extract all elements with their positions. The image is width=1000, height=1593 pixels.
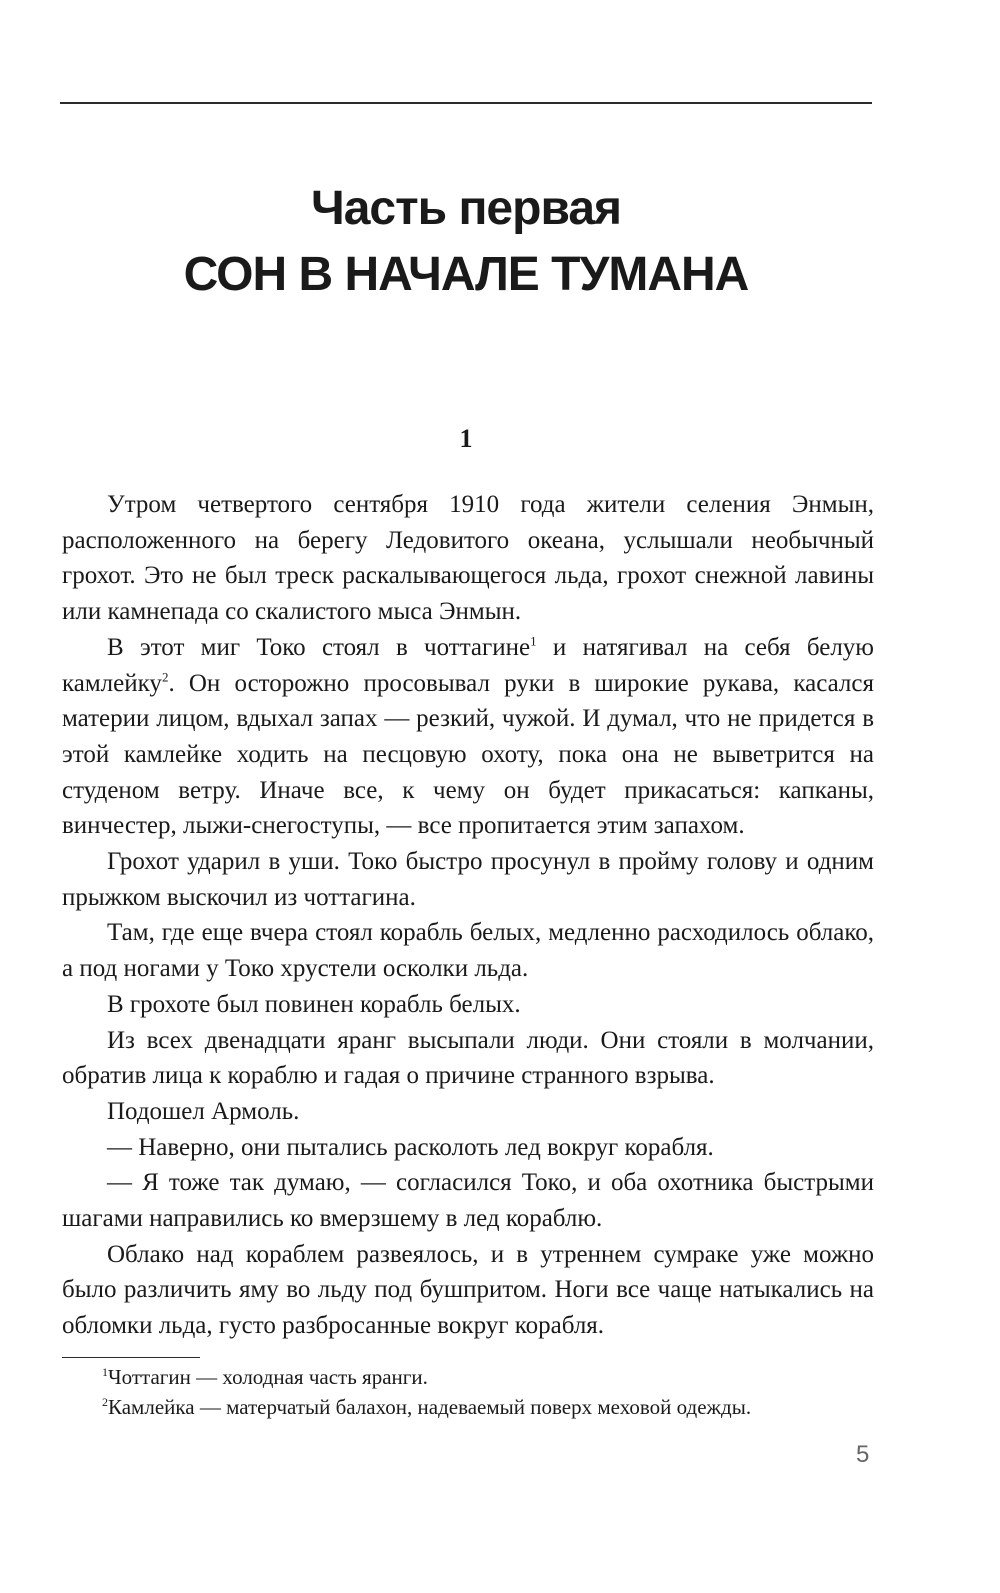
paragraph: Из всех двенадцати яранг высыпали люди. Они стояли в молчании, обратив лица к кораблю и гадая о причине странного взрыва. [62, 1026, 874, 1090]
paragraph: В грохоте был повинен корабль белых. [107, 990, 521, 1018]
paragraph-segment: . Он осторожно просовывал руки в широкие рукава, касался материи лицом, вдыхал запах — резкий, чужой. И думал, что не придется в этой камлейке ходить на песцовую охоту, пока она не выветрится на студеном ветру. Иначе все, к чему он будет прикасаться: капканы, винчестер, лыжи-снегоступы, — все пропитается этим запахом. [62, 669, 874, 840]
paragraph [62, 630, 874, 844]
paragraph-segment: и натягивал на себя белую камлейку [62, 633, 874, 697]
footnote-text: Чоттагин — холодная часть яранги. [108, 1365, 428, 1389]
paragraph: Грохот ударил в уши. Токо быстро просунул в пройму голову и одним прыжком выскочил из чоттагина. [62, 848, 874, 911]
paragraph: Утром четвертого сентября 1910 года жители селения Энмын, расположенного на берегу Ледовитого океана, услышали необычный грохот. Это не был треск раскалывающегося льда, грохот снежной лавины или камнепада со скалистого мыса Энмын. [62, 491, 874, 626]
footnote-rule [62, 1357, 200, 1358]
page-number: 5 [856, 1441, 870, 1468]
paragraph-segment: В этот миг Токо стоял в чоттагине [107, 633, 531, 661]
footnote [62, 1362, 874, 1392]
part-label: Часть первая [310, 182, 622, 235]
footnote-ref: 2 [161, 669, 169, 685]
part-heading [60, 176, 872, 308]
footnote-ref: 1 [530, 633, 537, 649]
paragraph: Там, где еще вчера стоял корабль белых, медленно расходилось облако, а под ногами у Токо хрустели осколки льда. [62, 919, 874, 983]
paragraph: — Наверно, они пытались расколоть лед вокруг корабля. [107, 1133, 714, 1161]
paragraph: Подошел Армоль. [107, 1097, 300, 1125]
footnote-mark: 2 [102, 1395, 108, 1409]
part-title: СОН В НАЧАЛЕ ТУМАНА [183, 248, 749, 301]
paragraph: Облако над кораблем развеялось, и в утреннем сумраке уже можно было различить яму во льду под бушпритом. Ноги все чаще натыкались на обломки льда, густо разбросанные вокруг корабля. [62, 1240, 874, 1340]
footnote [62, 1392, 874, 1422]
footnote-mark: 1 [102, 1365, 108, 1379]
paragraph: — Я тоже так думаю, — согласился Токо, и оба охотника быстрыми шагами направились ко вмерзшему в лед кораблю. [62, 1169, 874, 1233]
body-text [62, 487, 874, 1344]
footnote-text: Камлейка — матерчатый балахон, надеваемый поверх меховой одежды. [108, 1395, 752, 1419]
header-rule [60, 102, 872, 104]
footnotes [62, 1362, 874, 1422]
chapter-number: 1 [459, 424, 473, 453]
